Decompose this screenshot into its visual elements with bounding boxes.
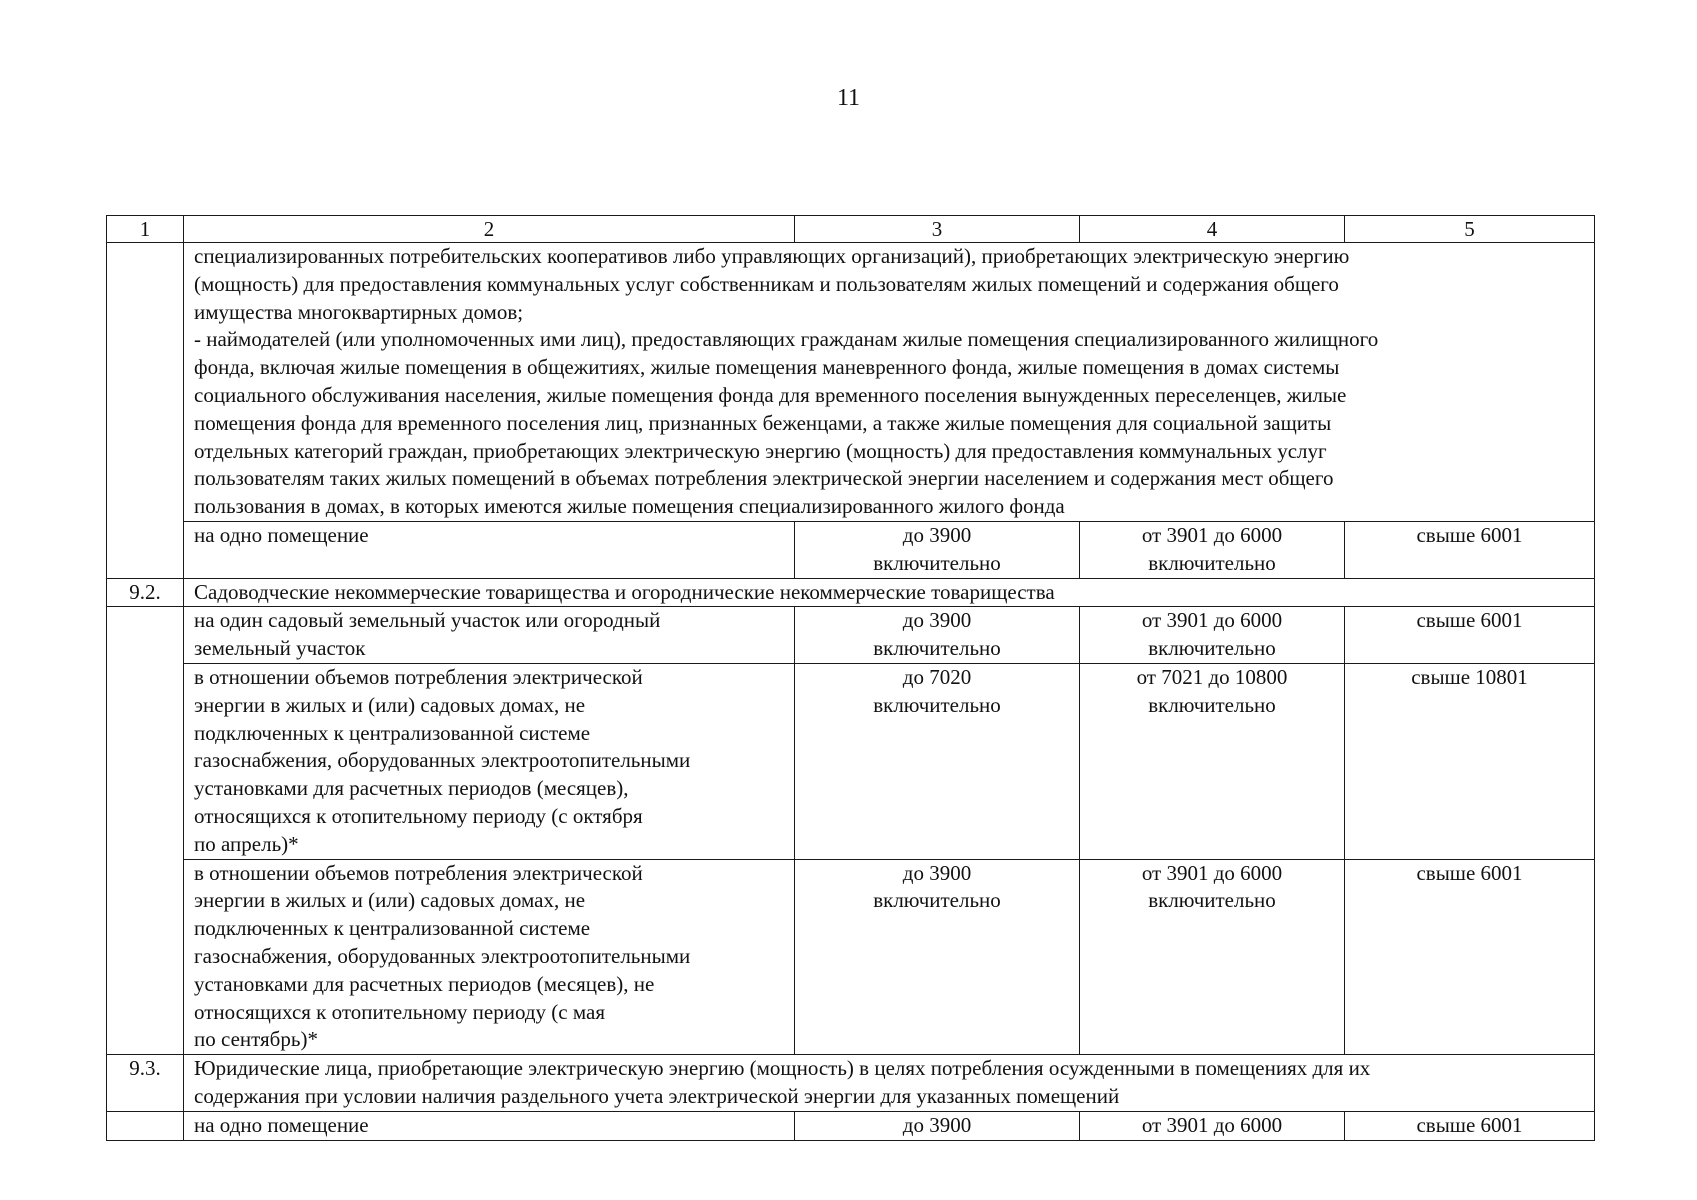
col3-value [795, 521, 1080, 578]
label-line: относящихся к отопительному периоду (с октября [194, 803, 643, 828]
row-label [184, 663, 795, 859]
col5-value: свыше 6001 [1345, 607, 1595, 664]
col3-value [795, 859, 1080, 1055]
row-number-cell [107, 521, 184, 578]
col5-value: свыше 10801 [1345, 663, 1595, 859]
value-line: до 3900 [902, 522, 972, 547]
value-line: до 7020 [902, 664, 972, 689]
section-9-2-title-row [107, 578, 1595, 607]
table-row [107, 521, 1595, 578]
row-label: на одно помещение [184, 521, 795, 578]
label-line: установками для расчетных периодов (месяцев), не [194, 971, 655, 996]
col3-value [795, 607, 1080, 664]
value-line: от 7021 до 10800 [1136, 664, 1288, 689]
table-row [107, 859, 1595, 1055]
label-line: по сентябрь)* [194, 1027, 318, 1052]
section-title: Садоводческие некоммерческие товарищества и огороднические некоммерческие товарищества [184, 578, 1595, 607]
row-number-cell [107, 663, 184, 859]
table-row [107, 1111, 1595, 1140]
section-number: 9.3. [107, 1055, 184, 1112]
label-line: установками для расчетных периодов (месяцев), [194, 776, 629, 801]
title-line: Юридические лица, приобретающие электрическую энергию (мощность) в целях потребления осужденными в помещениях для их [194, 1056, 1371, 1081]
intro-line: - наймодателей (или уполномоченных ими лиц), предоставляющих гражданам жилые помещения специализированного жилищного [194, 327, 1379, 352]
value-line: включительно [873, 888, 1001, 913]
row-number-cell [107, 243, 184, 522]
value-line: до 3900 [902, 608, 972, 633]
section-title [184, 1055, 1595, 1112]
row-number-cell [107, 1111, 184, 1140]
col5-value: свыше 6001 [1345, 859, 1595, 1055]
row-label: на одно помещение [184, 1111, 795, 1140]
row-number-cell [107, 607, 184, 664]
header-col-3: 3 [795, 216, 1080, 243]
col4-value [1080, 607, 1345, 664]
row-label [184, 607, 795, 664]
col5-value: свыше 6001 [1345, 1111, 1595, 1140]
row-number-cell [107, 859, 184, 1055]
header-col-1: 1 [107, 216, 184, 243]
intro-line: имущества многоквартирных домов; [194, 299, 524, 324]
label-line: по апрель)* [194, 831, 299, 856]
value-line: от 3901 до 6000 [1141, 608, 1283, 633]
table-row [107, 607, 1595, 664]
value-line: включительно [873, 692, 1001, 717]
value-line: включительно [873, 550, 1001, 575]
value-line: от 3901 до 6000 [1141, 522, 1283, 547]
header-col-2: 2 [184, 216, 795, 243]
header-col-4: 4 [1080, 216, 1345, 243]
tariff-table [106, 215, 1595, 1141]
intro-line: социального обслуживания населения, жилые помещения фонда для временного поселения вынужденных переселенцев, жилые [194, 382, 1347, 407]
value-line: включительно [873, 636, 1001, 661]
value-line: от 3901 до 6000 [1141, 860, 1283, 885]
label-line: подключенных к централизованной системе [194, 916, 591, 941]
value-line: включительно [1148, 692, 1276, 717]
value-line: включительно [1148, 888, 1276, 913]
intro-line: отдельных категорий граждан, приобретающих электрическую энергию (мощность) для предоставления коммунальных услуг [194, 438, 1327, 463]
label-line: относящихся к отопительному периоду (с мая [194, 999, 605, 1024]
section-9-3-title-row [107, 1055, 1595, 1112]
value-line: включительно [1148, 636, 1276, 661]
intro-line: фонда, включая жилые помещения в общежитиях, жилые помещения маневренного фонда, жилые помещения в домах системы [194, 355, 1340, 380]
label-line: энергии в жилых и (или) садовых домах, не [194, 888, 586, 913]
label-line: газоснабжения, оборудованных электроотопительными [194, 943, 691, 968]
row-label [184, 859, 795, 1055]
col5-value: свыше 6001 [1345, 521, 1595, 578]
col4-value [1080, 859, 1345, 1055]
label-line: на один садовый земельный участок или огородный [194, 608, 661, 633]
intro-line: пользователям таких жилых помещений в объемах потребления электрической энергии населением и содержания мест общего [194, 466, 1334, 491]
intro-line: помещения фонда для временного поселения лиц, признанных беженцами, а также жилые помещения для социальной защиты [194, 410, 1332, 435]
value-line: включительно [1148, 550, 1276, 575]
label-line: подключенных к централизованной системе [194, 720, 591, 745]
label-line: энергии в жилых и (или) садовых домах, не [194, 692, 586, 717]
col3-value [795, 663, 1080, 859]
section-number: 9.2. [107, 578, 184, 607]
table-header-row [107, 216, 1595, 243]
col4-value [1080, 663, 1345, 859]
header-col-5: 5 [1345, 216, 1595, 243]
page-number: 11 [836, 85, 861, 111]
label-line: газоснабжения, оборудованных электроотопительными [194, 748, 691, 773]
value-line: до 3900 [902, 860, 972, 885]
title-line: содержания при условии наличия раздельного учета электрической энергии для указанных помещений [194, 1083, 1120, 1108]
intro-line: (мощность) для предоставления коммунальных услуг собственникам и пользователям жилых помещений и содержания общего [194, 271, 1339, 296]
col4-value [1080, 521, 1345, 578]
label-line: в отношении объемов потребления электрической [194, 664, 643, 689]
intro-text-cell [184, 243, 1595, 522]
intro-line: специализированных потребительских кооперативов либо управляющих организаций), приобретающих электрическую энергию [194, 244, 1350, 268]
col3-value: до 3900 [795, 1111, 1080, 1140]
label-line: земельный участок [194, 636, 366, 661]
label-line: в отношении объемов потребления электрической [194, 860, 643, 885]
intro-line: пользования в домах, в которых имеются жилые помещения специализированного жилого фонда [194, 494, 1065, 519]
table-row-intro [107, 243, 1595, 522]
col4-value: от 3901 до 6000 [1080, 1111, 1345, 1140]
table-row [107, 663, 1595, 859]
